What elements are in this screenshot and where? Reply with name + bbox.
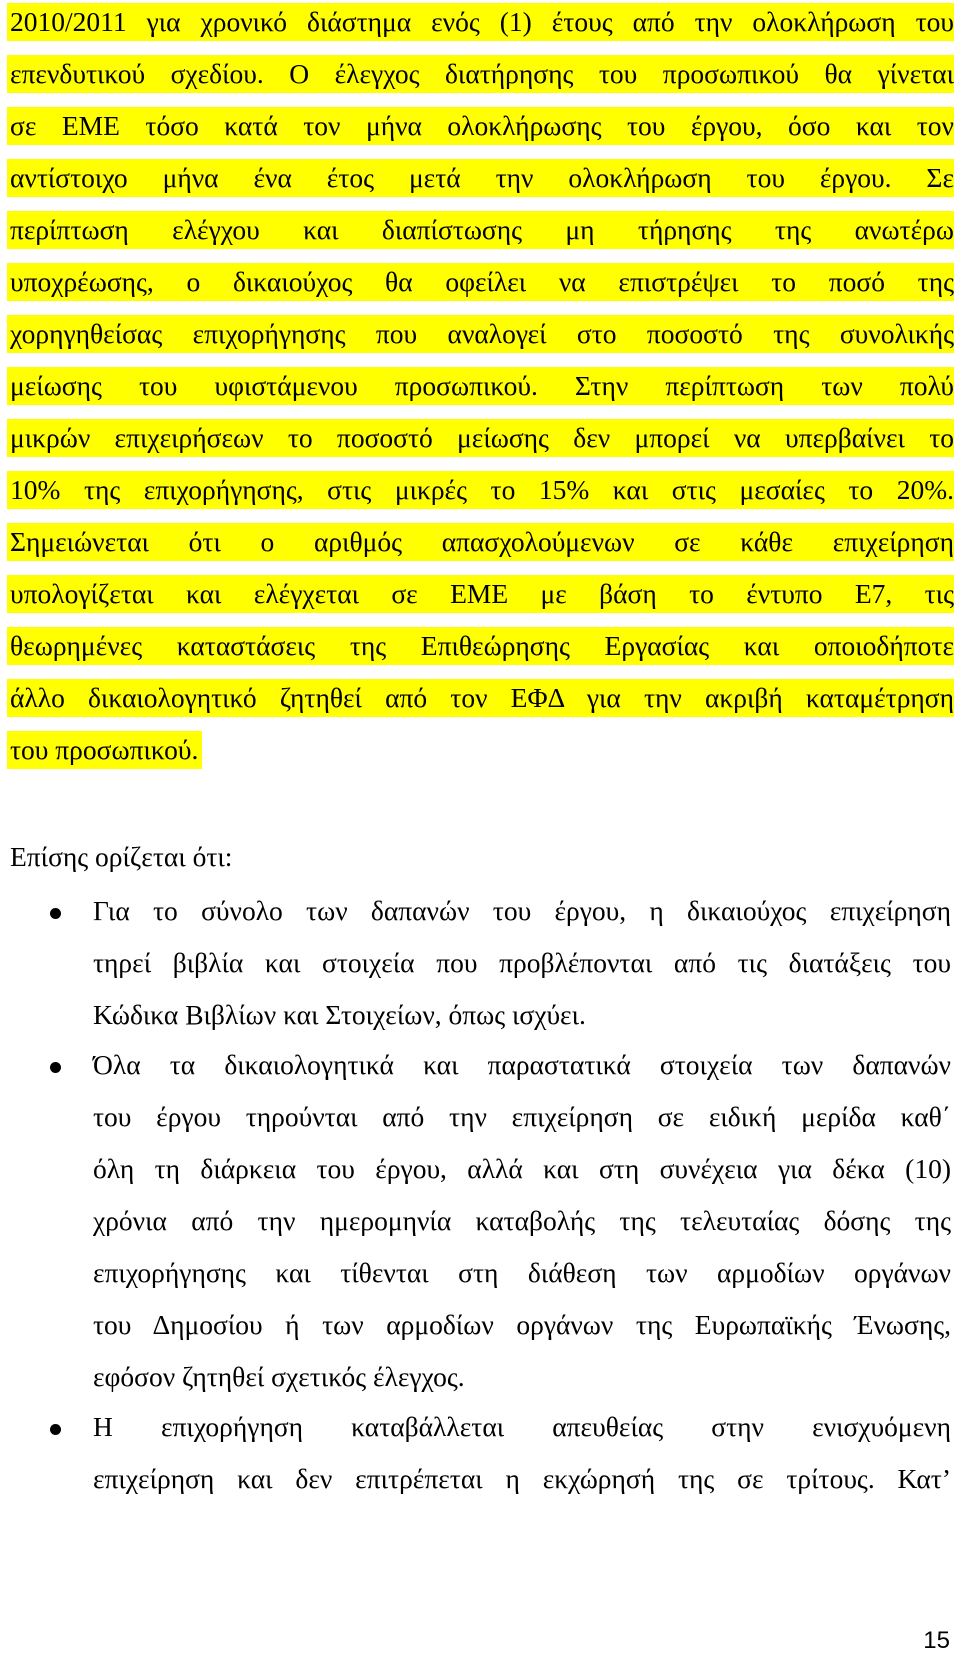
list-item-line: επιχορήγησης και τίθενται στη διάθεση των αρμοδίων οργάνων [93,1257,951,1288]
paragraph-line: του προσωπικού. [7,731,202,769]
page-number: 15 [923,1627,950,1654]
list-item-line: του Δημοσίου ή των αρμοδίων οργάνων της Ευρωπαϊκής Ένωσης, [93,1309,951,1340]
list-item-line: εφόσον ζητηθεί σχετικός έλεγχος. [93,1361,465,1392]
list-item-line: χρόνια από την ημερομηνία καταβολής της τελευταίας δόσης της [93,1205,951,1236]
paragraph-line: 2010/2011 για χρονικό διάστημα ενός (1) έτους από την ολοκλήρωση του [7,3,954,41]
list-item-line: του έργου τηρούνται από την επιχείρηση σε ειδική μερίδα καθ΄ [93,1101,951,1132]
list-item-line: τηρεί βιβλία και στοιχεία που προβλέπονται από τις διατάξεις του [93,947,951,978]
list-item-line: Όλα τα δικαιολογητικά και παραστατικά στοιχεία των δαπανών [93,1049,951,1080]
paragraph-line: χορηγηθείσας επιχορήγησης που αναλογεί στο ποσοστό της συνολικής [7,315,954,353]
paragraph-line: μείωσης του υφιστάμενου προσωπικού. Στην περίπτωση των πολύ [7,367,954,405]
paragraph-line: άλλο δικαιολογητικό ζητηθεί από τον ΕΦΔ για την ακριβή καταμέτρηση [7,679,954,717]
paragraph-line: μικρών επιχειρήσεων το ποσοστό μείωσης δεν μπορεί να υπερβαίνει το [7,419,954,457]
paragraph-line: αντίστοιχο μήνα ένα έτος μετά την ολοκλήρωση του έργου. Σε [7,159,954,197]
list-item-line: Για το σύνολο των δαπανών του έργου, η δικαιούχος επιχείρηση [93,895,951,926]
list-item-line: Κώδικα Βιβλίων και Στοιχείων, όπως ισχύει. [93,999,586,1030]
list-item-line: όλη τη διάρκεια του έργου, αλλά και στη συνέχεια για δέκα (10) [93,1153,951,1184]
bullet-icon [50,1062,61,1073]
paragraph-line: επενδυτικού σχεδίου. Ο έλεγχος διατήρησης του προσωπικού θα γίνεται [7,55,954,93]
list-item-line: επιχείρηση και δεν επιτρέπεται η εκχώρησή της σε τρίτους. Κατ’ [93,1463,951,1494]
paragraph-line: υπολογίζεται και ελέγχεται σε ΕΜΕ με βάση το έντυπο Ε7, τις [7,575,954,613]
paragraph-line: 10% της επιχορήγησης, στις μικρές το 15% και στις μεσαίες το 20%. [7,471,954,509]
paragraph-line: σε ΕΜΕ τόσο κατά τον μήνα ολοκλήρωσης του έργου, όσο και τον [7,107,954,145]
paragraph-line: περίπτωση ελέγχου και διαπίστωσης μη τήρησης της ανωτέρω [7,211,954,249]
paragraph-line: Σημειώνεται ότι ο αριθμός απασχολούμενων σε κάθε επιχείρηση [7,523,954,561]
paragraph-line: υποχρέωσης, ο δικαιούχος θα οφείλει να επιστρέψει το ποσό της [7,263,954,301]
list-item-line: Η επιχορήγηση καταβάλλεται απευθείας στην ενισχυόμενη [93,1411,951,1442]
paragraph-line: θεωρημένες καταστάσεις της Επιθεώρησης Εργασίας και οποιοδήποτε [7,627,954,665]
intro-text: Επίσης ορίζεται ότι: [10,841,233,872]
bullet-icon [50,1424,61,1435]
bullet-icon [50,908,61,919]
